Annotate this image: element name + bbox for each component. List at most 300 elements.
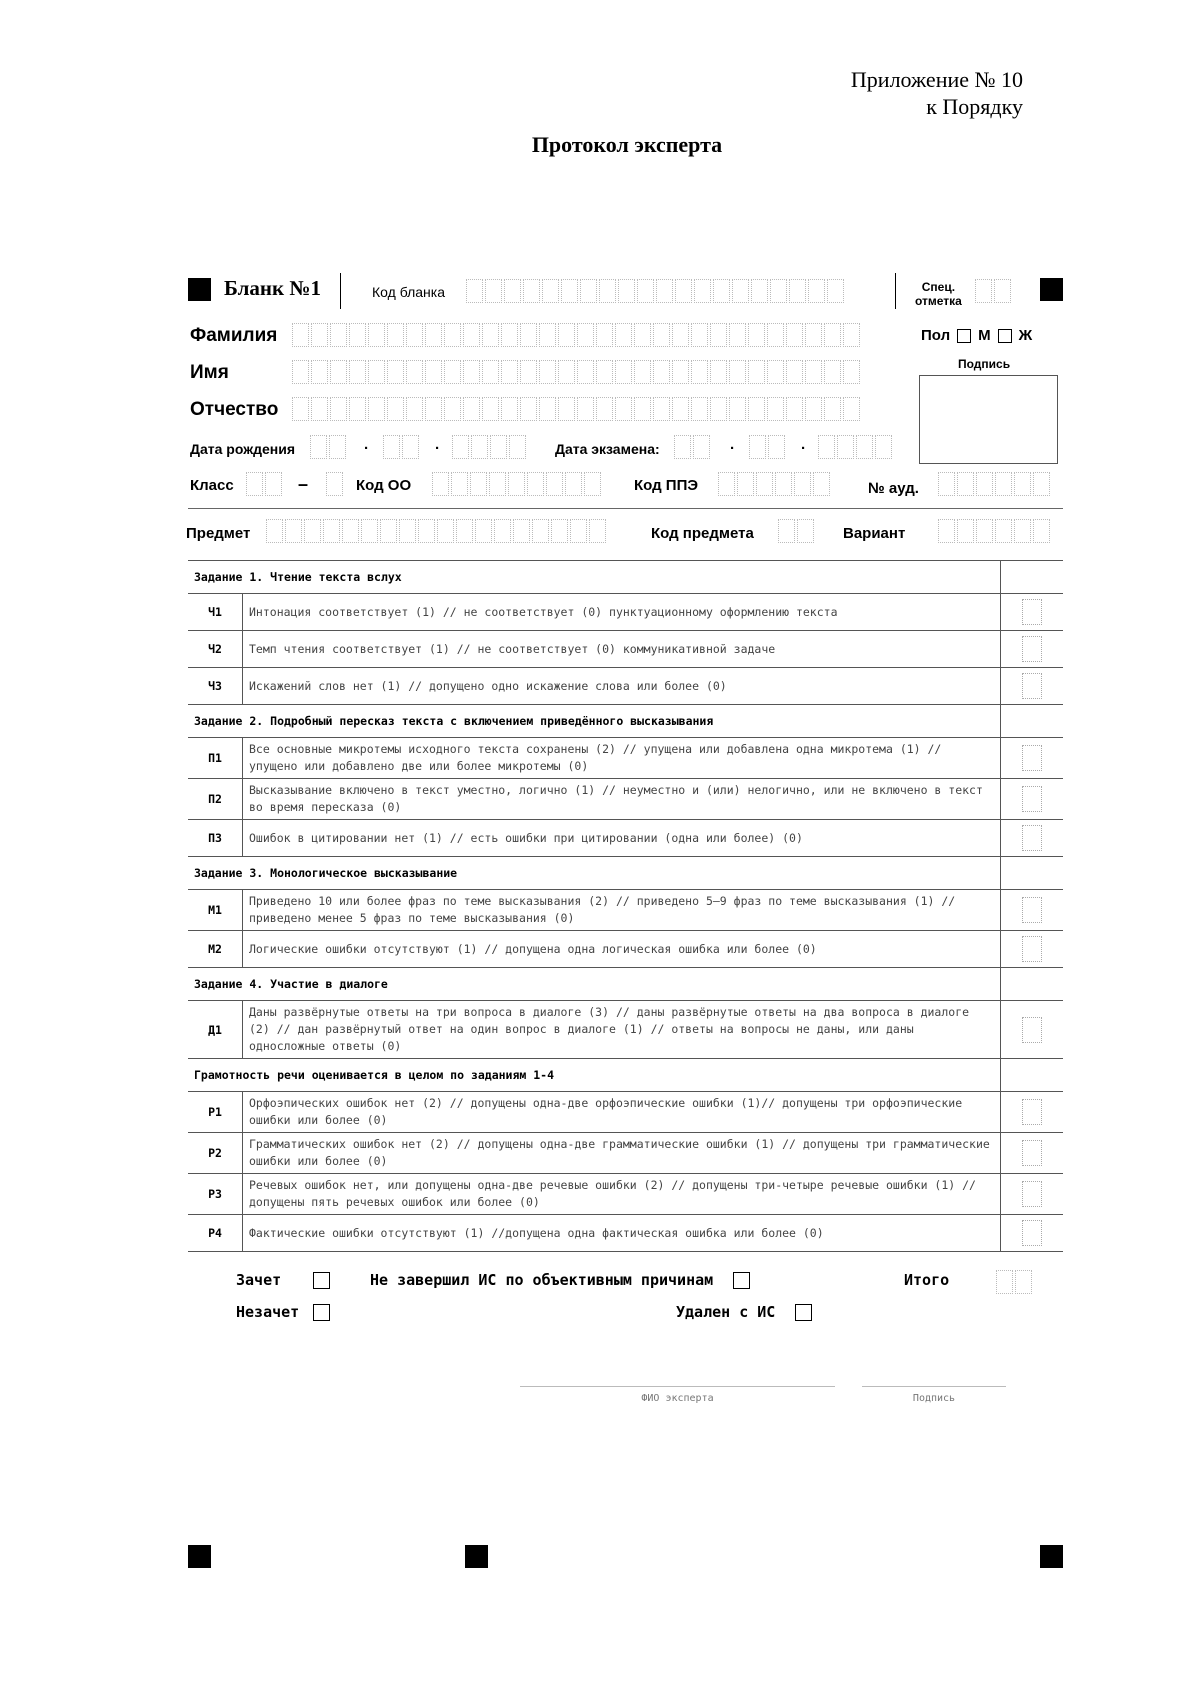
entry-cell[interactable] [957,472,974,496]
entry-cell[interactable] [523,279,540,303]
entry-cell[interactable] [729,397,746,421]
score-input-box[interactable] [1022,745,1042,771]
entry-cell[interactable] [843,397,860,421]
score-input-box[interactable] [1022,897,1042,923]
criterion-text: Искажений слов нет (1) // допущено одно искажение слова или более (0) [243,668,1001,705]
entry-cell[interactable] [444,397,461,421]
entry-cell[interactable] [975,279,992,303]
exam-month-cells[interactable] [749,435,787,461]
divider [188,508,1063,509]
criterion-score-cell [1001,931,1064,968]
entry-cell[interactable] [794,472,811,496]
not-completed-checkbox[interactable] [733,1272,750,1289]
entry-cell[interactable] [786,360,803,384]
entry-cell[interactable] [432,472,449,496]
entry-cell[interactable] [580,279,597,303]
entry-cell[interactable] [749,435,766,459]
entry-cell[interactable] [813,472,830,496]
entry-cell[interactable] [266,519,283,543]
criterion-text: Темп чтения соответствует (1) // не соответствует (0) коммуникативной задаче [243,631,1001,668]
criterion-code: Р2 [188,1133,243,1174]
criterion-text: Орфоэпических ошибок нет (2) // допущены одна-две орфоэпические ошибки (1)// допущены три орфоэпические ошибки или более (0) [243,1092,1001,1133]
entry-cell[interactable] [827,279,844,303]
criterion-score-cell [1001,738,1064,779]
entry-cell[interactable] [490,435,507,459]
corner-marker-bottom-center [465,1545,488,1568]
entry-cell[interactable] [475,519,492,543]
entry-cell[interactable] [577,323,594,347]
entry-cell[interactable] [756,472,773,496]
entry-cell[interactable] [368,397,385,421]
entry-cell[interactable] [451,472,468,496]
criterion-code: П1 [188,738,243,779]
entry-cell[interactable] [402,435,419,459]
entry-cell[interactable] [501,360,518,384]
entry-cell[interactable] [501,323,518,347]
criterion-row [188,738,1063,779]
entry-cell[interactable] [653,323,670,347]
entry-cell[interactable] [875,435,892,459]
entry-cell[interactable] [311,397,328,421]
entry-cell[interactable] [656,279,673,303]
entry-cell[interactable] [561,279,578,303]
entry-cell[interactable] [732,279,749,303]
removed-label: Удален с ИС [676,1303,776,1321]
expert-signature-line[interactable] [862,1386,1006,1387]
criterion-row [188,1133,1063,1174]
entry-cell[interactable] [737,472,754,496]
entry-cell[interactable] [694,279,711,303]
score-input-box[interactable] [1022,1181,1042,1207]
criterion-row [188,820,1063,857]
entry-cell[interactable] [710,323,727,347]
entry-cell[interactable] [808,279,825,303]
entry-cell[interactable] [843,360,860,384]
entry-cell[interactable] [976,519,993,543]
gender-f-checkbox[interactable] [998,329,1012,343]
entry-cell[interactable] [718,472,735,496]
entry-cell[interactable] [532,519,549,543]
section-score-spacer [1001,705,1064,738]
score-input-box[interactable] [1022,636,1042,662]
entry-cell[interactable] [615,323,632,347]
oo-code-cells[interactable] [432,472,603,498]
spec-label-line-2: отметка [915,294,962,308]
entry-cell[interactable] [767,360,784,384]
entry-cell[interactable] [311,323,328,347]
entry-cell[interactable] [577,360,594,384]
birth-year-cells[interactable] [452,435,528,461]
entry-cell[interactable] [304,519,321,543]
exam-year-cells[interactable] [818,435,894,461]
entry-cell[interactable] [527,472,544,496]
entry-cell[interactable] [691,397,708,421]
entry-cell[interactable] [489,472,506,496]
corner-marker-bottom-left [188,1545,211,1568]
section-score-spacer [1001,968,1064,1001]
entry-cell[interactable] [349,323,366,347]
entry-cell[interactable] [577,397,594,421]
entry-cell[interactable] [558,323,575,347]
date-dot: . [801,436,806,453]
entry-cell[interactable] [509,435,526,459]
entry-cell[interactable] [672,323,689,347]
entry-cell[interactable] [399,519,416,543]
entry-cell[interactable] [546,472,563,496]
entry-cell[interactable] [513,519,530,543]
class-number-cells[interactable] [246,472,284,498]
criterion-row [188,668,1063,705]
entry-cell[interactable] [596,397,613,421]
entry-cell[interactable] [368,323,385,347]
date-dot: . [364,436,369,453]
entry-cell[interactable] [463,323,480,347]
entry-cell[interactable] [938,472,955,496]
entry-cell[interactable] [957,519,974,543]
score-input-box[interactable] [1022,599,1042,625]
pass-label: Зачет [236,1271,282,1289]
entry-cell[interactable] [1014,519,1031,543]
criterion-row [188,1092,1063,1133]
section-score-spacer [1001,857,1064,890]
exam-day-cells[interactable] [674,435,712,461]
gender-f-label: Ж [1018,327,1033,344]
entry-cell[interactable] [789,279,806,303]
total-label: Итого [904,1271,950,1289]
surname-cells[interactable] [292,323,862,349]
class-letter-cells[interactable] [326,472,345,498]
entry-cell[interactable] [380,519,397,543]
entry-cell[interactable] [713,279,730,303]
entry-cell[interactable] [246,472,263,496]
criterion-row [188,594,1063,631]
entry-cell[interactable] [349,360,366,384]
gender-m-checkbox[interactable] [957,329,971,343]
surname-label: Фамилия [190,325,278,346]
entry-cell[interactable] [674,435,691,459]
entry-cell[interactable] [1033,472,1050,496]
entry-cell[interactable] [818,435,835,459]
entry-cell[interactable] [805,360,822,384]
criterion-code: Ч2 [188,631,243,668]
blank-code-cells [466,279,846,305]
criterion-code: П3 [188,820,243,857]
corner-marker-top-right [1040,278,1063,301]
entry-cell[interactable] [768,435,785,459]
ppe-code-cells[interactable] [718,472,832,498]
score-input-box[interactable] [1022,1220,1042,1246]
expert-name-line[interactable] [520,1386,835,1387]
criterion-score-cell [1001,1174,1064,1215]
score-input-box[interactable] [1022,936,1042,962]
entry-cell[interactable] [653,397,670,421]
entry-cell[interactable] [406,397,423,421]
entry-cell[interactable] [520,397,537,421]
criterion-text: Фактические ошибки отсутствуют (1) //допущена одна фактическая ошибка или более (0) [243,1215,1001,1252]
entry-cell[interactable] [837,435,854,459]
entry-cell[interactable] [976,472,993,496]
divider [895,273,896,309]
criterion-score-cell [1001,1001,1064,1059]
entry-cell[interactable] [361,519,378,543]
entry-cell[interactable] [387,323,404,347]
class-dash: – [298,474,309,494]
entry-cell[interactable] [589,519,606,543]
section-title: Задание 1. Чтение текста вслух [188,561,1001,594]
subject-label: Предмет [186,525,251,542]
criterion-code: Ч1 [188,594,243,631]
section-header [188,705,1063,738]
criterion-text: Ошибок в цитировании нет (1) // есть ошибки при цитировании (одна или более) (0) [243,820,1001,857]
entry-cell[interactable] [599,279,616,303]
entry-cell[interactable] [437,519,454,543]
entry-cell[interactable] [672,360,689,384]
spec-mark-cells [975,279,1013,305]
entry-cell[interactable] [634,360,651,384]
entry-cell[interactable] [824,323,841,347]
entry-cell[interactable] [330,397,347,421]
score-input-box[interactable] [1022,786,1042,812]
entry-cell[interactable] [425,323,442,347]
signature-label: Подпись [958,357,1011,371]
entry-cell[interactable] [675,279,692,303]
section-score-spacer [1001,561,1064,594]
entry-cell[interactable] [596,323,613,347]
pass-checkbox[interactable] [313,1272,330,1289]
oo-code-label: Код ОО [356,477,412,494]
entry-cell[interactable] [710,397,727,421]
birth-day-cells[interactable] [310,435,348,461]
entry-cell[interactable] [938,519,955,543]
entry-cell[interactable] [596,360,613,384]
entry-cell[interactable] [824,397,841,421]
entry-cell[interactable] [323,519,340,543]
entry-cell[interactable] [653,360,670,384]
entry-cell[interactable] [1015,1270,1032,1294]
entry-cell[interactable] [463,397,480,421]
subject-cells[interactable] [266,519,608,545]
entry-cell[interactable] [996,1270,1013,1294]
entry-cell[interactable] [786,397,803,421]
blank-code-label: Код бланка [372,284,445,300]
entry-cell[interactable] [482,323,499,347]
entry-cell[interactable] [542,279,559,303]
entry-cell[interactable] [471,435,488,459]
entry-cell[interactable] [418,519,435,543]
subject-code-label: Код предмета [651,525,754,542]
criterion-text: Интонация соответствует (1) // не соответствует (0) пунктуационному оформлению текста [243,594,1001,631]
fail-checkbox[interactable] [313,1304,330,1321]
entry-cell[interactable] [856,435,873,459]
entry-cell[interactable] [584,472,601,496]
entry-cell[interactable] [615,397,632,421]
entry-cell[interactable] [995,472,1012,496]
criterion-row [188,1001,1063,1059]
removed-group [676,1303,812,1321]
entry-cell[interactable] [767,323,784,347]
entry-cell[interactable] [618,279,635,303]
entry-cell[interactable] [425,397,442,421]
entry-cell[interactable] [501,397,518,421]
entry-cell[interactable] [292,360,309,384]
entry-cell[interactable] [310,435,327,459]
criterion-text: Грамматических ошибок нет (2) // допущены одна-две грамматические ошибки (1) // допущены три грамматические ошибки или более (0) [243,1133,1001,1174]
entry-cell[interactable] [805,397,822,421]
entry-cell[interactable] [748,360,765,384]
entry-cell[interactable] [444,323,461,347]
entry-cell[interactable] [292,323,309,347]
entry-cell[interactable] [748,323,765,347]
appendix-line-2: к Порядку [926,94,1023,119]
entry-cell[interactable] [387,397,404,421]
entry-cell[interactable] [329,435,346,459]
entry-cell[interactable] [504,279,521,303]
entry-cell[interactable] [710,360,727,384]
signature-box[interactable] [919,375,1058,464]
entry-cell[interactable] [406,323,423,347]
entry-cell[interactable] [551,519,568,543]
entry-cell[interactable] [292,397,309,421]
entry-cell[interactable] [470,472,487,496]
section-score-spacer [1001,1059,1064,1092]
entry-cell[interactable] [672,397,689,421]
entry-cell[interactable] [425,360,442,384]
score-input-box[interactable] [1022,673,1042,699]
entry-cell[interactable] [539,360,556,384]
name-cells[interactable] [292,360,862,386]
fail-label: Незачет [236,1303,300,1321]
criterion-code: Ч3 [188,668,243,705]
gender-label: Пол [921,327,951,344]
entry-cell[interactable] [508,472,525,496]
page-title: Протокол эксперта [531,132,723,157]
entry-cell[interactable] [637,279,654,303]
entry-cell[interactable] [1033,519,1050,543]
entry-cell[interactable] [494,519,511,543]
entry-cell[interactable] [691,360,708,384]
auditorium-cells[interactable] [938,472,1052,498]
score-input-box[interactable] [1022,825,1042,851]
entry-cell[interactable] [368,360,385,384]
entry-cell[interactable] [751,279,768,303]
patronymic-label: Отчество [190,399,279,420]
entry-cell[interactable] [444,360,461,384]
entry-cell[interactable] [383,435,400,459]
criterion-row [188,931,1063,968]
entry-cell[interactable] [482,360,499,384]
entry-cell[interactable] [406,360,423,384]
criterion-row [188,1215,1063,1252]
entry-cell[interactable] [767,397,784,421]
entry-cell[interactable] [520,360,537,384]
criterion-code: Д1 [188,1001,243,1059]
entry-cell[interactable] [770,279,787,303]
criterion-code: Р4 [188,1215,243,1252]
section-title: Задание 3. Монологическое высказывание [188,857,1001,890]
ppe-code-label: Код ППЭ [634,477,699,494]
entry-cell[interactable] [311,360,328,384]
entry-cell[interactable] [485,279,502,303]
entry-cell[interactable] [326,472,343,496]
score-input-box[interactable] [1022,1099,1042,1125]
entry-cell[interactable] [452,435,469,459]
score-input-box[interactable] [1022,1017,1042,1043]
entry-cell[interactable] [539,397,556,421]
entry-cell[interactable] [387,360,404,384]
entry-cell[interactable] [565,472,582,496]
entry-cell[interactable] [994,279,1011,303]
entry-cell[interactable] [285,519,302,543]
entry-cell[interactable] [342,519,359,543]
entry-cell[interactable] [466,279,483,303]
date-dot: . [435,436,440,453]
entry-cell[interactable] [634,397,651,421]
entry-cell[interactable] [729,360,746,384]
entry-cell[interactable] [786,323,803,347]
patronymic-cells[interactable] [292,397,862,423]
entry-cell[interactable] [729,323,746,347]
class-label: Класс [190,477,234,494]
criterion-row [188,631,1063,668]
entry-cell[interactable] [1014,472,1031,496]
fail-group [236,1303,330,1321]
entry-cell[interactable] [615,360,632,384]
entry-cell[interactable] [843,323,860,347]
section-title: Задание 4. Участие в диалоге [188,968,1001,1001]
criterion-code: П2 [188,779,243,820]
spec-mark-label [915,280,962,308]
entry-cell[interactable] [330,323,347,347]
variant-cells[interactable] [938,519,1052,545]
entry-cell[interactable] [520,323,537,347]
entry-cell[interactable] [558,360,575,384]
entry-cell[interactable] [805,323,822,347]
score-input-box[interactable] [1022,1140,1042,1166]
entry-cell[interactable] [797,519,814,543]
total-cells[interactable] [996,1270,1034,1296]
divider [340,273,341,309]
entry-cell[interactable] [693,435,710,459]
entry-cell[interactable] [349,397,366,421]
entry-cell[interactable] [558,397,575,421]
criterion-code: М1 [188,890,243,931]
criterion-score-cell [1001,820,1064,857]
entry-cell[interactable] [691,323,708,347]
criterion-code: М2 [188,931,243,968]
entry-cell[interactable] [778,519,795,543]
entry-cell[interactable] [265,472,282,496]
subject-code-cells[interactable] [778,519,816,545]
entry-cell[interactable] [330,360,347,384]
removed-checkbox[interactable] [795,1304,812,1321]
entry-cell[interactable] [570,519,587,543]
entry-cell[interactable] [539,323,556,347]
entry-cell[interactable] [463,360,480,384]
entry-cell[interactable] [995,519,1012,543]
entry-cell[interactable] [482,397,499,421]
birth-month-cells[interactable] [383,435,421,461]
section-title: Грамотность речи оценивается в целом по заданиям 1-4 [188,1059,1001,1092]
entry-cell[interactable] [748,397,765,421]
criterion-text: Приведено 10 или более фраз по теме высказывания (2) // приведено 5–9 фраз по теме высказывания (1) // приведено менее 5 фраз по теме высказывания (0) [243,890,1001,931]
criterion-score-cell [1001,779,1064,820]
criterion-text: Высказывание включено в текст уместно, логично (1) // неуместно и (или) нелогично, или не включено в текст во время пересказа (0) [243,779,1001,820]
not-completed-label: Не завершил ИС по объективным причинам [370,1271,714,1289]
entry-cell[interactable] [634,323,651,347]
entry-cell[interactable] [824,360,841,384]
entry-cell[interactable] [456,519,473,543]
entry-cell[interactable] [775,472,792,496]
